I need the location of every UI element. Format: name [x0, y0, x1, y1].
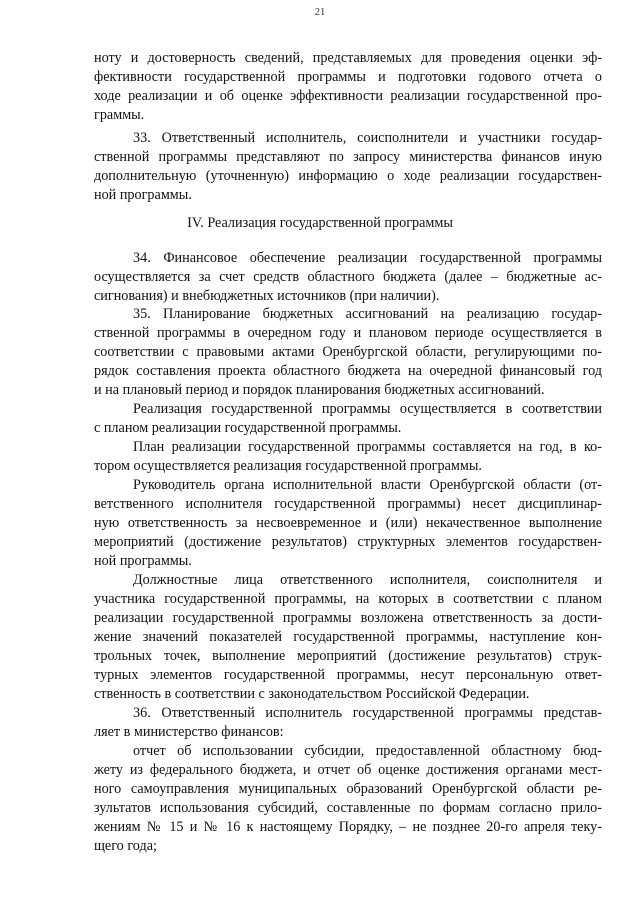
text-line: жение значений показателей государственной программы, наступление кон-	[94, 629, 602, 645]
text-line: граммы.	[94, 107, 145, 123]
text-line: трольных точек, выполнение мероприятий (достижение результатов) струк-	[94, 648, 602, 664]
text-line: сигнования) и внебюджетных источников (при наличии).	[94, 288, 440, 304]
text-line: мероприятий (достижение результатов) структурных элементов государствен-	[94, 534, 602, 550]
text-line: 35. Планирование бюджетных ассигнований на реализацию государ-	[133, 306, 602, 322]
text-line: с планом реализации государственной программы.	[94, 420, 402, 436]
text-line: жету из федерального бюджета, и отчет об оценке достижения органами мест-	[94, 762, 602, 778]
text-line: дополнительную (уточненную) информацию о ходе реализации государствен-	[94, 168, 602, 184]
text-line: 36. Ответственный исполнитель государственной программы представ-	[133, 705, 602, 721]
text-line: участника государственной программы, на которых в соответствии с планом	[94, 591, 602, 607]
text-line: турных элементов государственной программы, несут персональную ответ-	[94, 667, 602, 683]
text-line: ляет в министерство финансов:	[94, 724, 284, 740]
text-line: осуществляется за счет средств областного бюджета (далее – бюджетные ас-	[94, 269, 602, 285]
text-line: ноту и достоверность сведений, представляемых для проведения оценки эф-	[94, 50, 602, 66]
text-line: ветственного исполнителя государственной программы) несет дисциплинар-	[94, 496, 602, 512]
text-line: 34. Финансовое обеспечение реализации государственной программы	[133, 250, 602, 266]
text-line: Руководитель органа исполнительной власти Оренбургской области (от-	[133, 477, 602, 493]
text-line: ходе реализации и об оценке эффективности реализации государственной про-	[94, 88, 602, 104]
text-line: ной программы.	[94, 187, 192, 203]
text-line: и на плановый период и порядок планирования бюджетных ассигнований.	[94, 382, 545, 398]
text-line: щего года;	[94, 838, 157, 854]
text-line: ственной программы в очередном году и плановом периоде осуществляется в	[94, 325, 602, 341]
text-line: Должностные лица ответственного исполнителя, соисполнителя и	[133, 572, 602, 588]
section-heading: IV. Реализация государственной программы	[187, 215, 453, 231]
text-line: зультатов использования субсидий, составленные по формам согласно прило-	[94, 800, 602, 816]
text-line: ного самоуправления муниципальных образований Оренбургской области ре-	[94, 781, 602, 797]
text-line: жениям № 15 и № 16 к настоящему Порядку, – не позднее 20-го апреля теку-	[94, 819, 602, 835]
text-line: тором осуществляется реализация государственной программы.	[94, 458, 482, 474]
text-line: ственность в соответствии с законодательством Российской Федерации.	[94, 686, 530, 702]
page-number: 21	[314, 7, 326, 18]
text-line: ственной программы представляют по запросу министерства финансов иную	[94, 149, 602, 165]
text-line: ную ответственность за несвоевременное и (или) некачественное выполнение	[94, 515, 602, 531]
text-line: рядок составления проекта областного бюджета на очередной финансовый год	[94, 363, 602, 379]
text-line: ной программы.	[94, 553, 192, 569]
text-line: Реализация государственной программы осуществляется в соответствии	[133, 401, 602, 417]
text-line: фективности государственной программы и подготовки годового отчета о	[94, 69, 602, 85]
text-line: План реализации государственной программы составляется на год, в ко-	[133, 439, 602, 455]
text-line: реализации государственной программы возложена ответственность за дости-	[94, 610, 602, 626]
text-line: 33. Ответственный исполнитель, соисполнители и участники государ-	[133, 130, 602, 146]
text-line: соответствии с правовыми актами Оренбургской области, регулирующими по-	[94, 344, 602, 360]
text-line: отчет об использовании субсидии, предоставленной областному бюд-	[133, 743, 602, 759]
